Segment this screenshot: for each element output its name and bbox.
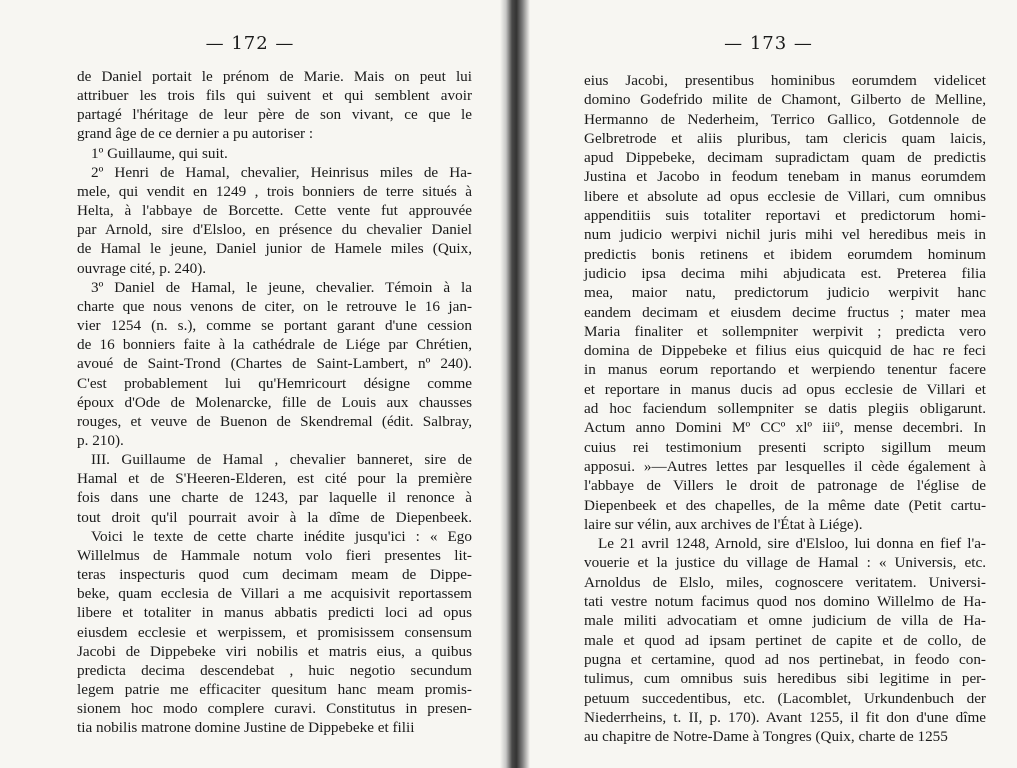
left-page <box>0 0 508 768</box>
text-line: III. Guillaume de Hamal , chevalier banneret, sire de <box>91 451 472 469</box>
text-line: et reportare in manus ducis ad opus ecclesie de Villari et <box>584 380 986 398</box>
text-line: ouvrage cité, p. 240). <box>77 259 207 277</box>
text-line: 2º Henri de Hamal, chevalier, Heinrisus miles de Ha- <box>91 163 472 181</box>
text-line: mele, qui vendit en 1249 , trois bonniers de terre situés à <box>77 182 472 200</box>
text-line: tati vestre notum facimus quod nos domino Willelmo de Ha- <box>584 593 986 611</box>
text-line: Jacobi de Dippebeke viri nobilis et matris eius, a quibus <box>77 642 472 660</box>
book-gutter <box>500 0 530 768</box>
text-line: tulimus, cum omnibus suis heredibus sibi legitime in per- <box>584 670 986 688</box>
text-line: libere et totaliter in manus abbatis predicti loci ad opus <box>77 604 472 622</box>
text-line: charte que nous venons de citer, on le retrouve le 16 jan- <box>77 297 472 315</box>
text-line: avoué de Saint-Trond (Chartes de Saint-Lambert, nº 240). <box>77 355 472 373</box>
text-line: pugna et certamine, quod ad nos pertinebat, in feodo con- <box>584 650 986 668</box>
text-line: Helta, à l'abbaye de Borcette. Cette vente fut approuvée <box>77 202 472 220</box>
text-line: Arnoldus de Elslo, miles, cognoscere veritatem. Universi- <box>584 573 986 591</box>
page-number-left: — 172 — <box>205 33 295 54</box>
text-line: Maria finaliter et sollempniter werpivit ; predicta vero <box>584 322 986 340</box>
text-line: partagé l'héritage de leur père de son vivant, ce que le <box>77 106 472 124</box>
text-line: 3º Daniel de Hamal, le jeune, chevalier. Témoin à la <box>91 278 472 296</box>
text-line: C'est probablement lui qu'Hemricourt désigne comme <box>77 374 472 392</box>
text-line: attribuer les trois fils qui suivent et qui semblent avoir <box>77 87 472 105</box>
page-number-right: — 173 — <box>724 33 813 54</box>
text-line: tia nobilis matrone domine Justine de Dippebeke et filii <box>77 719 415 737</box>
text-line: predicta decima descendebat , huic negotio secundum <box>77 661 472 679</box>
text-line: rouges, et veuve de Buenon de Skendremal (édit. Salbray, <box>77 412 472 430</box>
text-line: mea, maior natu, predictorum judicio werpivit hanc <box>584 284 986 302</box>
text-line: appenditiis suis totaliter reportavi et predictorum homi- <box>584 207 986 225</box>
text-line: judicio ipsa decima mihi abjudicata est. Preterea filia <box>584 264 986 282</box>
text-line: laire sur vélin, aux archives de l'État à Liége). <box>584 515 863 533</box>
text-line: l'abbaye de Villers le droit de patronage de l'église de <box>584 477 986 495</box>
text-line: apud Dippebeke, decimam supradictam quam de predictis <box>584 149 986 167</box>
text-line: Le 21 avril 1248, Arnold, sire d'Elsloo, lui donna en fief l'a- <box>598 535 986 553</box>
text-line: beke, quam ecclesia de Villari a me acquisivit reportassem <box>77 585 472 603</box>
text-line: apposui. »—Autres lettes par lesquelles il cède également à <box>584 457 986 475</box>
text-line: de Daniel portait le prénom de Marie. Mais on peut lui <box>77 68 472 85</box>
text-line: Willelmus de Hammale notum volo fieri presentes lit- <box>77 546 472 564</box>
text-line: Justina et Jacobo in feodum tenebam in manus eorumdem <box>584 168 986 186</box>
right-page <box>508 0 1017 768</box>
text-line: eius Jacobi, presentibus hominibus eorumdem videlicet <box>584 72 986 89</box>
text-line: p. 210). <box>77 431 124 449</box>
text-line: au chapitre de Notre-Dame à Tongres (Quix, charte de 1255 <box>584 728 948 746</box>
text-line: tout droit qu'il pourrait avoir à la dîme de Diepenbeek. <box>77 508 472 526</box>
text-line: libere et absolute ad opus ecclesie de Villari, cum omnibus <box>584 187 986 205</box>
text-line: Gelbretrode et aliis pluribus, tam clericis quam laicis, <box>584 129 986 147</box>
text-line: fois dans une charte de 1243, par laquelle il renonce à <box>77 489 472 507</box>
text-line: teras inspecturis quod cum decimam meam de Dippe- <box>77 566 472 584</box>
left-page-text <box>77 67 472 737</box>
text-line: Actum anno Domini Mº CCº xlº iiiº, mense decembri. In <box>584 419 986 437</box>
text-line: vier 1254 (n. s.), comme se portant garant d'une cession <box>77 317 472 335</box>
text-line: petuum succedentibus, etc. (Lacomblet, Urkundenbuch der <box>584 689 986 707</box>
text-line: domino Godefrido milite de Chamont, Gilberto de Melline, <box>584 91 986 109</box>
text-line: ad hoc faciendum sollempniter se datis plegiis obligarunt. <box>584 400 986 418</box>
text-line: domina de Dippebeke et filius eius quicquid de hac re feci <box>584 342 986 360</box>
text-line: cuius rei testimonium presenti scripto sigillum meum <box>584 438 986 456</box>
text-line: Hamal et de S'Heeren-Elderen, est cité pour la première <box>77 470 472 488</box>
text-line: Niederrheins, t. II, p. 170). Avant 1255, il fit don d'une dîme <box>584 708 986 726</box>
text-line: vouerie et la justice du village de Hamal : « Universis, etc. <box>584 554 986 572</box>
text-line: époux d'Ode de Molenarcke, fille de Louis aux chausses <box>77 393 472 411</box>
text-line: de Hamal le jeune, Daniel junior de Hamele miles (Quix, <box>77 240 472 258</box>
text-line: grand âge de ce dernier a pu autoriser : <box>77 125 314 143</box>
text-line: num judicio werpivi nichil juris mihi vel heredibus meis in <box>584 226 986 244</box>
text-line: Diepenbeek et des chapelles, de la même date (Petit cartu- <box>584 496 986 514</box>
text-line: male et quod ad ipsam pertinet de capite et de collo, de <box>584 631 986 649</box>
text-line: 1º Guillaume, qui suit. <box>91 144 228 162</box>
text-line: eiusdem ecclesie et werpissem, et promisissem consensum <box>77 623 472 641</box>
text-line: par Arnold, sire d'Elsloo, en présence du chevalier Daniel <box>77 221 472 239</box>
text-line: eandem decimam et eiusdem decime fructus ; mater mea <box>584 303 986 321</box>
text-line: in manus eorum reportando et werpiendo tenentur facere <box>584 361 986 379</box>
text-line: de 16 bonniers faite à la cathédrale de Liége par Chrétien, <box>77 336 472 354</box>
text-line: Hermanno de Nederheim, Terrico Gallico, Gotdennole de <box>584 110 986 128</box>
text-line: predictis bonis retinens et ibidem eorumdem hominum <box>584 245 986 263</box>
right-page-text <box>584 71 986 746</box>
text-line: male militi advocatiam et omne judicium de villa de Ha- <box>584 612 986 630</box>
text-line: legem patrie me efficaciter quesitum hanc meam promis- <box>77 681 472 698</box>
text-line: sionem hoc modo complere curavi. Constitutus in presen- <box>77 700 472 718</box>
text-line: Voici le texte de cette charte inédite jusqu'ici : « Ego <box>91 527 472 545</box>
